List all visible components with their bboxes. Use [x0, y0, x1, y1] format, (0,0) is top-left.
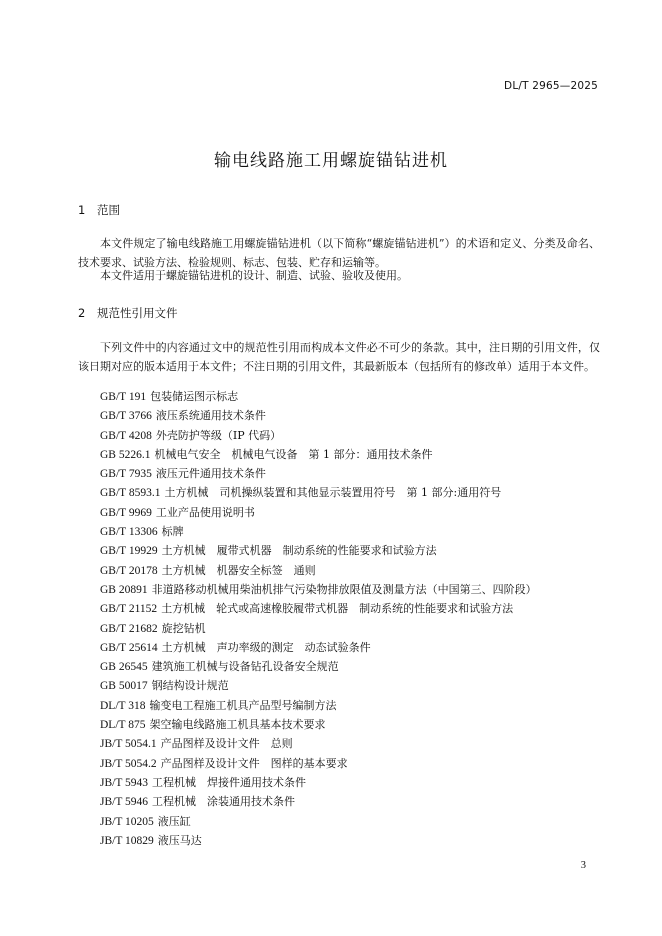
reference-title: 土方机械 声功率级的测定 动态试验条件	[161, 640, 371, 654]
reference-code: JB/T 5943	[100, 776, 149, 789]
reference-code: JB/T 5054.1	[100, 738, 157, 751]
reference-item	[100, 676, 537, 695]
reference-item	[100, 696, 537, 715]
reference-title: 液压缸	[157, 814, 191, 828]
reference-item	[100, 445, 537, 464]
reference-title: 液压元件通用技术条件	[155, 467, 266, 481]
section-2-number: 2	[78, 306, 86, 320]
reference-title: 标牌	[161, 525, 184, 539]
reference-title: 工程机械 涂装通用技术条件	[152, 795, 296, 809]
reference-code: GB/T 3766	[100, 410, 152, 423]
reference-item	[100, 657, 537, 676]
reference-item	[100, 522, 537, 541]
reference-item	[100, 426, 537, 445]
reference-code: JB/T 5054.2	[100, 757, 157, 770]
standard-code: DL/T 2965—2025	[504, 80, 598, 92]
reference-item	[100, 561, 537, 580]
reference-code: DL/T 875	[100, 719, 146, 732]
reference-item	[100, 734, 537, 753]
reference-title: 工程机械 焊接件通用技术条件	[152, 775, 307, 789]
reference-title: 输变电工程施工机具产品型号编制方法	[149, 698, 337, 712]
reference-item	[100, 773, 537, 792]
reference-code: GB/T 4208	[100, 429, 152, 442]
reference-title: 架空输电线路施工机具基本技术要求	[149, 718, 326, 732]
reference-code: GB 50017	[100, 680, 148, 693]
reference-title: 土方机械 履带式机器 制动系统的性能要求和试验方法	[161, 544, 437, 558]
reference-code: GB/T 7935	[100, 468, 152, 481]
section-2-title: 规范性引用文件	[97, 306, 178, 320]
reference-item	[100, 387, 537, 406]
reference-title: 产品图样及设计文件 图样的基本要求	[160, 756, 348, 770]
reference-title: 旋挖钻机	[161, 621, 206, 635]
reference-code: GB/T 8593.1	[100, 487, 161, 500]
page-number: 3	[580, 860, 586, 871]
reference-title: 土方机械 轮式或高速橡胶履带式机器 制动系统的性能要求和试验方法	[161, 602, 514, 616]
scope-paragraph-2: 本文件适用于螺旋锚钻进机的设计、制造、试验、验收及使用。	[100, 269, 408, 282]
reference-code: GB/T 9969	[100, 506, 152, 519]
reference-title: 建筑施工机械与设备钻孔设备安全规范	[151, 660, 339, 674]
reference-code: GB/T 25614	[100, 641, 158, 654]
reference-title: 非道路移动机械用柴油机排气污染物排放限值及测量方法（中国第三、四阶段）	[151, 582, 537, 596]
document-title: 输电线路施工用螺旋锚钻进机	[214, 151, 448, 171]
reference-title: 钢结构设计规范	[151, 679, 229, 693]
reference-title: 液压系统通用技术条件	[155, 409, 266, 423]
section-2-heading	[78, 305, 178, 321]
reference-item	[100, 599, 537, 618]
reference-code: GB 26545	[100, 661, 148, 674]
reference-code: DL/T 318	[100, 699, 146, 712]
reference-item	[100, 638, 537, 657]
reference-item	[100, 580, 537, 599]
reference-code: GB/T 21152	[100, 603, 158, 616]
reference-item	[100, 464, 537, 483]
reference-title: 土方机械 机器安全标签 通则	[161, 563, 316, 577]
reference-title: 包装储运图示标志	[150, 390, 239, 403]
reference-title: 产品图样及设计文件 总则	[160, 737, 293, 751]
reference-title: 外壳防护等级（IP 代码）	[155, 428, 282, 442]
reference-code: GB/T 21682	[100, 622, 158, 635]
reference-title: 土方机械 司机操纵装置和其他显示装置用符号 第 1 部分:通用符号	[164, 486, 502, 500]
section-1-heading	[78, 202, 120, 218]
reference-code: GB 5226.1	[100, 448, 151, 461]
section-1-number: 1	[78, 203, 86, 217]
reference-code: GB/T 13306	[100, 526, 158, 539]
reference-item	[100, 483, 537, 502]
references-intro: 下列文件中的内容通过文中的规范性引用而构成本文件必不可少的条款。其中，注日期的引用文件，仅该日期对应的版本适用于本文件；不注日期的引用文件，其最新版本（包括所有的修改单）适用于本文件。	[78, 341, 600, 373]
reference-code: JB/T 5946	[100, 796, 149, 809]
reference-title: 机械电气安全 机械电气设备 第 1 部分：通用技术条件	[154, 447, 433, 461]
reference-item	[100, 541, 537, 560]
reference-title: 工业产品使用说明书	[155, 505, 255, 519]
reference-code: JB/T 10829	[100, 834, 154, 847]
reference-code: GB 20891	[100, 583, 148, 596]
reference-code: GB/T 191	[100, 391, 147, 403]
reference-title: 液压马达	[157, 833, 202, 847]
reference-code: GB/T 20178	[100, 564, 158, 577]
reference-item	[100, 754, 537, 773]
reference-code: GB/T 19929	[100, 545, 158, 558]
reference-item	[100, 715, 537, 734]
reference-item	[100, 503, 537, 522]
section-1-title: 范围	[97, 203, 120, 217]
reference-item	[100, 812, 537, 831]
scope-paragraph-1: 本文件规定了输电线路施工用螺旋锚钻进机（以下简称“螺旋锚钻进机”）的术语和定义、分类及命名、技术要求、试验方法、检验规则、标志、包装、贮存和运输等。	[78, 237, 600, 269]
reference-item	[100, 792, 537, 811]
reference-item	[100, 619, 537, 638]
reference-code: JB/T 10205	[100, 815, 154, 828]
reference-item	[100, 831, 537, 850]
reference-list	[100, 387, 537, 850]
reference-item	[100, 406, 537, 425]
